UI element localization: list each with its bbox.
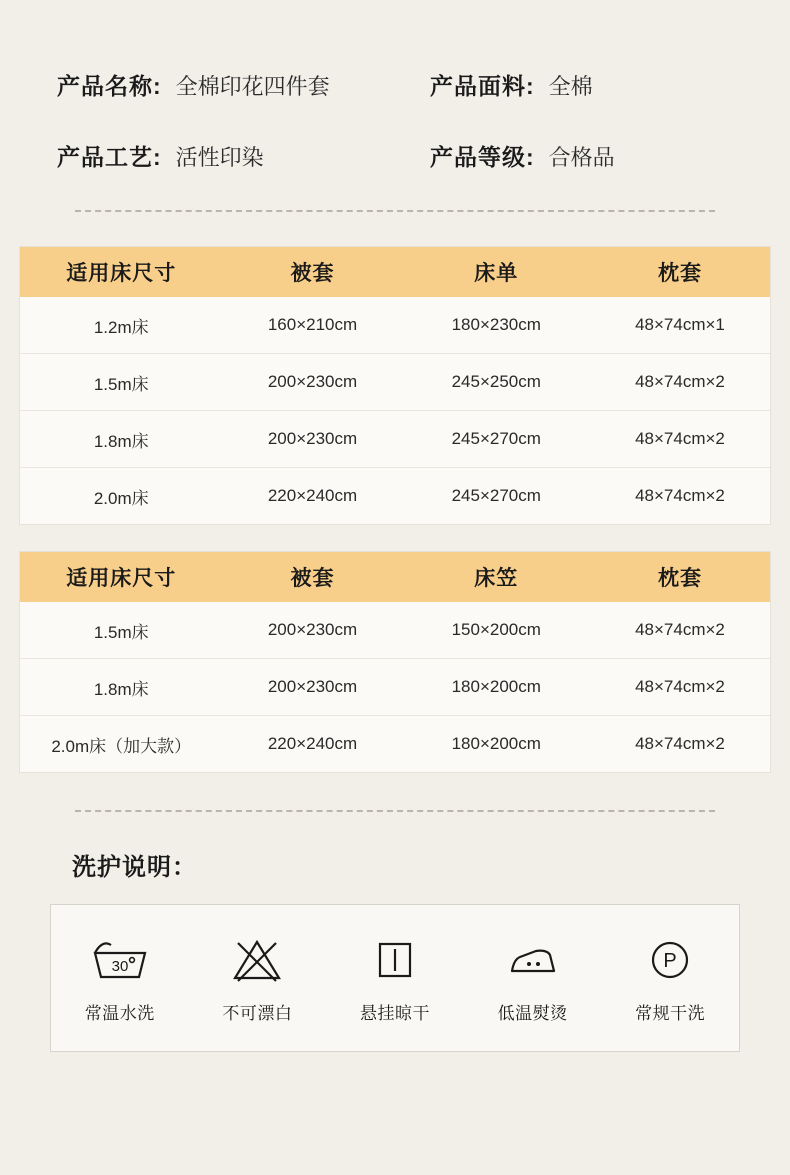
no-bleach-triangle-icon xyxy=(197,933,317,987)
hang-dry-square-icon xyxy=(335,933,455,987)
care-item-no-bleach xyxy=(197,933,317,1024)
column-header: 枕套 xyxy=(590,247,770,297)
spec-pair-fabric xyxy=(430,68,593,101)
table-cell: 48×74cm×2 xyxy=(590,354,770,411)
size-table-bed-sheet xyxy=(20,247,770,524)
table-row xyxy=(20,411,770,468)
care-item-wash xyxy=(60,933,180,1024)
table-header-row xyxy=(20,247,770,297)
table-cell: 220×240cm xyxy=(223,716,403,773)
care-section-title: 洗护说明： xyxy=(72,854,197,881)
table-cell: 180×200cm xyxy=(403,659,591,716)
table-cell: 160×210cm xyxy=(223,297,403,354)
table-cell: 48×74cm×2 xyxy=(590,716,770,773)
spec-label: 产品名称: xyxy=(57,73,162,99)
care-item-hang-dry xyxy=(335,933,455,1024)
spec-label: 产品面料: xyxy=(430,73,535,99)
table-cell: 2.0m床 xyxy=(20,468,223,525)
table-row xyxy=(20,602,770,659)
table-cell: 1.8m床 xyxy=(20,659,223,716)
dashed-divider-top xyxy=(75,210,715,213)
spec-value: 全棉 xyxy=(548,74,593,99)
table-cell: 150×200cm xyxy=(403,602,591,659)
column-header: 枕套 xyxy=(590,552,770,602)
spec-value: 全棉印花四件套 xyxy=(175,74,330,99)
column-header: 床单 xyxy=(403,247,591,297)
column-header: 床笠 xyxy=(403,552,591,602)
table-cell: 245×270cm xyxy=(403,411,591,468)
table-row xyxy=(20,468,770,525)
wash-tub-30-icon xyxy=(60,933,180,987)
table-cell: 48×74cm×2 xyxy=(590,468,770,525)
column-header: 被套 xyxy=(223,552,403,602)
table-row xyxy=(20,716,770,773)
care-item-label: 常温水洗 xyxy=(84,1003,155,1023)
dry-clean-p-circle-icon xyxy=(610,933,730,987)
care-item-iron xyxy=(473,933,593,1024)
column-header: 适用床尺寸 xyxy=(20,247,223,297)
spec-value: 合格品 xyxy=(548,145,615,170)
care-item-label: 不可漂白 xyxy=(222,1003,293,1023)
care-item-label: 低温熨烫 xyxy=(497,1003,568,1023)
table-cell: 1.5m床 xyxy=(20,354,223,411)
svg-text:P: P xyxy=(663,949,677,972)
spec-value: 活性印染 xyxy=(175,145,264,170)
table-row xyxy=(20,354,770,411)
svg-text:30: 30 xyxy=(111,957,129,975)
table-cell: 48×74cm×1 xyxy=(590,297,770,354)
table-cell: 200×230cm xyxy=(223,659,403,716)
table-cell: 245×250cm xyxy=(403,354,591,411)
spec-pair-product-name xyxy=(57,68,430,101)
table-cell: 200×230cm xyxy=(223,354,403,411)
table-cell: 48×74cm×2 xyxy=(590,659,770,716)
table-cell: 220×240cm xyxy=(223,468,403,525)
spec-pair-craft xyxy=(57,139,430,172)
table-cell: 2.0m床（加大款） xyxy=(20,716,223,773)
care-item-label: 悬挂晾干 xyxy=(359,1003,430,1023)
table-cell: 200×230cm xyxy=(223,602,403,659)
table-row xyxy=(20,659,770,716)
spec-row xyxy=(0,139,790,172)
table-cell: 48×74cm×2 xyxy=(590,602,770,659)
spec-label: 产品等级: xyxy=(430,144,535,170)
table-cell: 1.2m床 xyxy=(20,297,223,354)
table-cell: 180×200cm xyxy=(403,716,591,773)
table-header-row xyxy=(20,552,770,602)
table-cell: 48×74cm×2 xyxy=(590,411,770,468)
table-cell: 1.5m床 xyxy=(20,602,223,659)
product-spec-block xyxy=(0,0,790,172)
spec-pair-grade xyxy=(430,139,615,172)
care-item-dry-clean xyxy=(610,933,730,1024)
table-row xyxy=(20,297,770,354)
table-cell: 1.8m床 xyxy=(20,411,223,468)
iron-low-heat-icon xyxy=(473,933,593,987)
care-item-label: 常规干洗 xyxy=(635,1003,706,1023)
table-cell: 180×230cm xyxy=(403,297,591,354)
table-cell: 245×270cm xyxy=(403,468,591,525)
spec-label: 产品工艺: xyxy=(57,144,162,170)
spec-row xyxy=(0,68,790,101)
column-header: 适用床尺寸 xyxy=(20,552,223,602)
column-header: 被套 xyxy=(223,247,403,297)
table-cell: 200×230cm xyxy=(223,411,403,468)
dashed-divider-bottom xyxy=(75,810,715,813)
size-table-fitted-sheet xyxy=(20,552,770,772)
care-icons-box xyxy=(50,904,740,1052)
